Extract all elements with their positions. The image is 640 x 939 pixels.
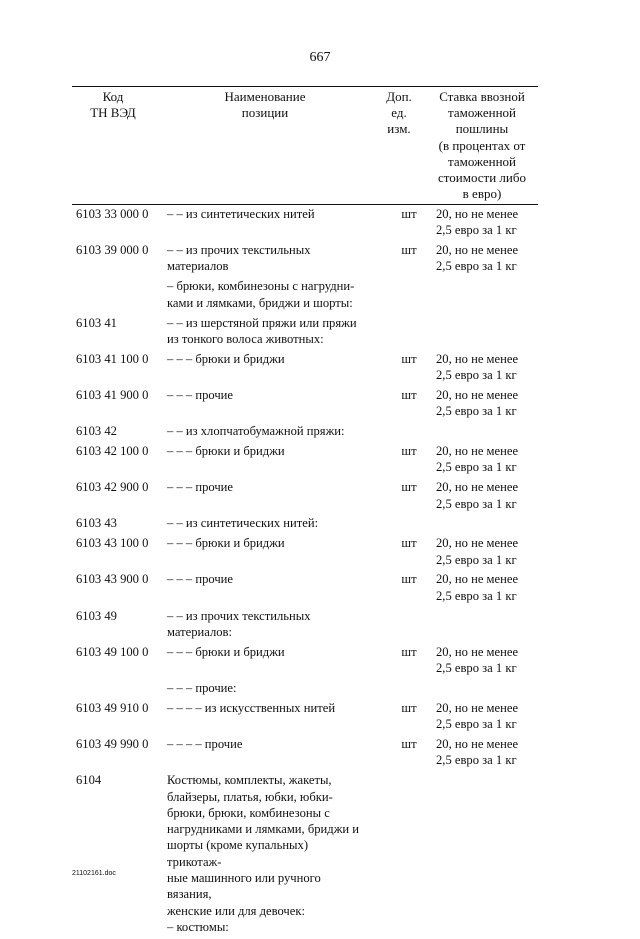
row-name: – – – прочие: — [167, 681, 237, 696]
row-rate: 20, но не менее 2,5 евро за 1 кг — [436, 444, 519, 475]
table-row — [72, 571, 542, 604]
row-rate: 20, но не менее 2,5 евро за 1 кг — [436, 387, 519, 419]
row-name: – – – брюки и бриджи — [167, 351, 285, 366]
row-unit: шт — [401, 536, 417, 551]
row-name: – – – – прочие — [167, 737, 243, 752]
row-unit: шт — [401, 644, 417, 659]
row-rate: 20, но не менее 2,5 евро за 1 кг — [436, 536, 519, 567]
row-unit: шт — [401, 387, 417, 402]
row-unit: шт — [401, 572, 417, 587]
row-code: 6103 33 000 0 — [76, 207, 149, 221]
header-top-rule — [72, 86, 538, 87]
row-rate: 20, но не менее 2,5 евро за 1 кг — [436, 737, 519, 768]
row-unit: шт — [401, 351, 417, 366]
row-unit: шт — [401, 207, 417, 221]
row-name: – – из синтетических нитей: — [167, 516, 319, 531]
table-row — [72, 680, 542, 696]
row-name: – – – прочие — [167, 387, 234, 402]
row-code: 6103 42 — [76, 424, 117, 439]
row-unit: шт — [401, 700, 417, 715]
row-code: 6103 49 — [76, 608, 117, 623]
row-rate: 20, но не менее 2,5 евро за 1 кг — [436, 351, 519, 383]
column-header-code: Код ТН ВЭД — [90, 89, 136, 121]
row-unit: шт — [401, 243, 417, 258]
row-rate: 20, но не менее 2,5 евро за 1 кг — [436, 644, 519, 676]
row-code: 6103 41 900 0 — [76, 387, 149, 402]
row-code: 6103 42 100 0 — [76, 444, 149, 459]
table-row — [72, 644, 542, 677]
row-code: 6103 43 900 0 — [76, 572, 149, 587]
row-code: 6103 41 — [76, 315, 117, 330]
table-row — [72, 700, 542, 733]
footer-filename: 21102161.doc — [72, 870, 116, 877]
table-row — [72, 206, 542, 239]
table-row — [72, 535, 542, 568]
page-number: 667 — [309, 50, 331, 65]
row-code: 6103 49 100 0 — [76, 644, 149, 659]
row-unit: шт — [401, 480, 417, 495]
row-name: – – – прочие — [167, 572, 234, 587]
column-header-rate: Ставка ввозной таможенной пошлины (в процентах от таможенной стоимости либо в евро) — [437, 89, 526, 202]
row-code: 6103 42 900 0 — [76, 480, 149, 495]
row-rate: 20, но не менее 2,5 евро за 1 кг — [436, 207, 519, 238]
table-row — [72, 479, 542, 512]
table-row — [72, 315, 542, 348]
table-row — [72, 278, 542, 311]
row-rate: 20, но не менее 2,5 евро за 1 кг — [436, 572, 519, 603]
row-name: Костюмы, комплекты, жакеты, блайзеры, платья, юбки, юбки- брюки, брюки, комбинезоны с нагрудниками и лямками, бриджи и шорты (кроме купальных) трикотаж- ные машинного или ручного вязания, женские или для девочек: – костюмы: — [167, 773, 360, 934]
table-row — [72, 387, 542, 420]
table-row — [72, 242, 542, 275]
row-name: – – из хлопчатобумажной пряжи: — [167, 424, 345, 439]
row-unit: шт — [401, 444, 417, 459]
column-header-name: Наименование позиции — [224, 89, 306, 121]
row-code: 6103 49 910 0 — [76, 700, 149, 715]
row-rate: 20, но не менее 2,5 евро за 1 кг — [436, 700, 519, 732]
row-name: – – из синтетических нитей — [167, 207, 315, 221]
table-row — [72, 772, 542, 935]
row-name: – – из шерстяной пряжи или пряжи из тонкого волоса животных: — [167, 315, 357, 346]
row-name: – – – прочие — [167, 480, 234, 495]
row-unit: шт — [401, 737, 417, 752]
row-rate: 20, но не менее 2,5 евро за 1 кг — [436, 480, 519, 511]
row-code: 6103 39 000 0 — [76, 243, 149, 258]
table-row — [72, 515, 542, 531]
row-code: 6104 — [76, 773, 102, 788]
row-name: – – – брюки и бриджи — [167, 644, 285, 659]
row-name: – – – брюки и бриджи — [167, 444, 285, 459]
column-header-unit: Доп. ед. изм. — [386, 89, 412, 137]
row-name: – брюки, комбинезоны с нагрудни- ками и лямками, бриджи и шорты: — [167, 279, 355, 310]
row-code: 6103 49 990 0 — [76, 737, 149, 752]
tariff-table-body — [72, 206, 542, 939]
row-name: – – из прочих текстильных материалов: — [167, 608, 311, 639]
table-row — [72, 608, 542, 641]
row-name: – – – брюки и бриджи — [167, 536, 285, 551]
table-row — [72, 351, 542, 384]
row-code: 6103 43 — [76, 516, 117, 531]
table-row — [72, 423, 542, 439]
row-name: – – – – из искусственных нитей — [167, 700, 336, 715]
table-row — [72, 736, 542, 769]
row-rate: 20, но не менее 2,5 евро за 1 кг — [436, 243, 519, 274]
row-name: – – из прочих текстильных материалов — [167, 243, 311, 274]
header-bottom-rule — [72, 204, 538, 205]
table-row — [72, 443, 542, 476]
row-code: 6103 43 100 0 — [76, 536, 149, 551]
row-code: 6103 41 100 0 — [76, 351, 149, 366]
